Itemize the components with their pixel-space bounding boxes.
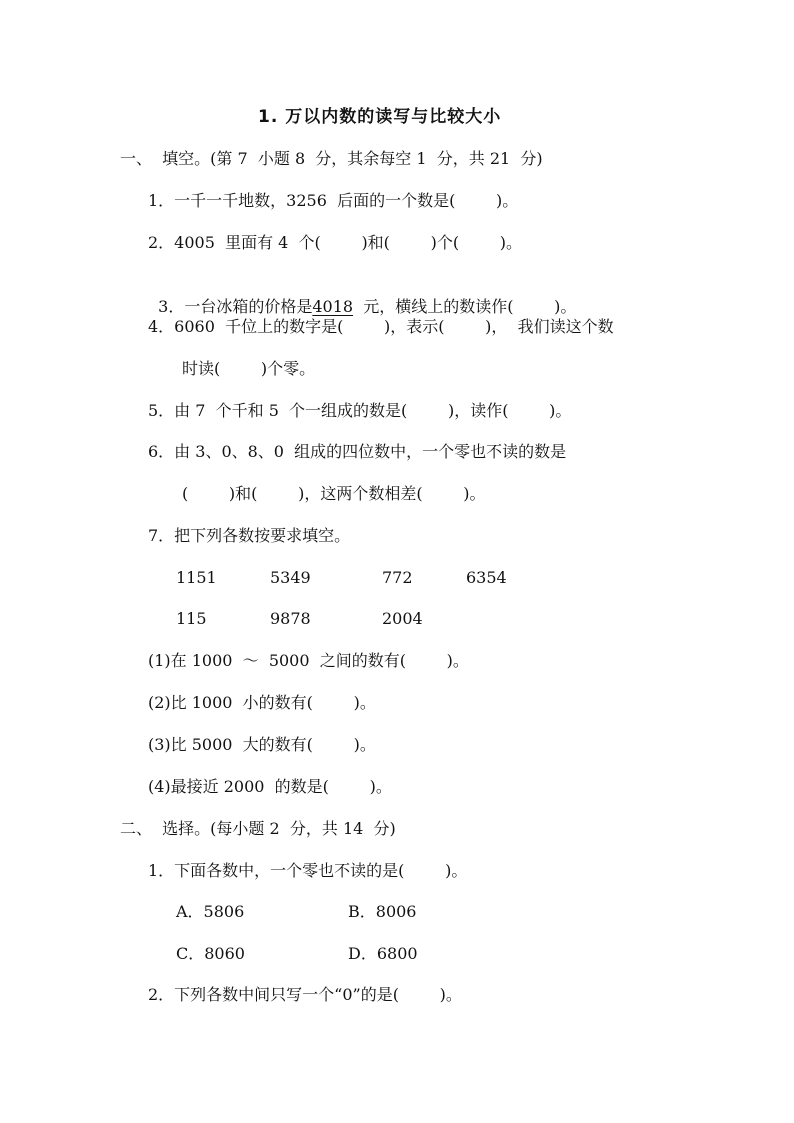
question-1-3-tail: 元，横线上的数读作( )。 [353,297,577,316]
option-b: B．8006 [348,902,417,921]
question-1-1: 1．一千一千地数，3256 后面的一个数是( )。 [148,191,519,210]
underlined-price: 4018 [312,297,354,316]
number-115: 115 [176,609,207,628]
question-1-6-line-1: 6．由 3、0、8、0 组成的四位数中，一个零也不读的数是 [148,442,567,461]
question-1-4-line-2: 时读( )个零。 [182,359,316,378]
number-1151: 1151 [176,568,217,587]
section-2-heading: 二、 选择。(每小题 2 分，共 14 分) [120,819,396,838]
section-1-heading: 一、 填空。(第 7 小题 8 分，其余每空 1 分，共 21 分) [120,149,543,168]
sub-question-3: (3)比 5000 大的数有( )。 [148,735,376,754]
question-1-6-line-2: ( )和( )，这两个数相差( )。 [182,484,486,503]
number-5349: 5349 [270,568,311,587]
sub-question-2: (2)比 1000 小的数有( )。 [148,693,376,712]
question-2-2: 2．下列各数中间只写一个“0”的是( )。 [148,985,462,1004]
option-c: C．8060 [176,944,245,963]
sub-question-4: (4)最接近 2000 的数是( )。 [148,777,392,796]
number-6354: 6354 [466,568,507,587]
page-title: 1. 万以内数的读写与比较大小 [258,107,502,127]
number-2004: 2004 [382,609,423,628]
question-1-5: 5．由 7 个千和 5 个一组成的数是( )，读作( )。 [148,401,572,420]
question-1-3-text: 3．一台冰箱的价格是 [158,297,313,316]
question-1-4-line-1: 4．6060 千位上的数字是( )，表示( )， 我们读这个数 [148,317,614,336]
question-1-3 [148,274,576,318]
number-9878: 9878 [270,609,311,628]
option-d: D．6800 [348,944,418,963]
question-2-1: 1．下面各数中，一个零也不读的是( )。 [148,861,468,880]
number-772: 772 [382,568,413,587]
sub-question-1: (1)在 1000 ～ 5000 之间的数有( )。 [148,651,469,670]
option-a: A．5806 [176,902,245,921]
question-1-2: 2．4005 里面有 4 个( )和( )个( )。 [148,233,523,252]
question-1-7: 7．把下列各数按要求填空。 [148,526,351,545]
